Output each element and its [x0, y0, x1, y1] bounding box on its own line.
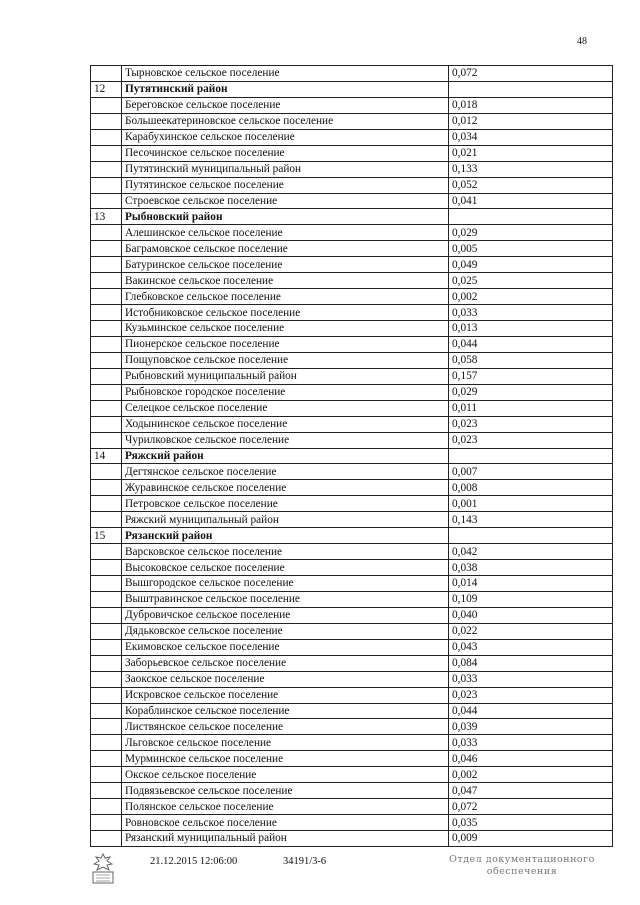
value-cell: 0,143	[449, 512, 613, 528]
table-row	[91, 352, 613, 368]
value-cell: 0,002	[449, 289, 613, 305]
row-number-cell	[91, 321, 122, 337]
table-body	[91, 66, 613, 847]
value-cell: 0,018	[449, 97, 613, 113]
value-cell: 0,052	[449, 177, 613, 193]
settlement-name-cell: Мурминское сельское поселение	[122, 751, 449, 767]
table-row	[91, 241, 613, 257]
table-row	[91, 336, 613, 352]
settlement-name-cell: Искровское сельское поселение	[122, 687, 449, 703]
row-number-cell	[91, 799, 122, 815]
settlement-name-cell: Путятинский муниципальный район	[122, 161, 449, 177]
row-number-cell	[91, 639, 122, 655]
settlement-name-cell: Подвязьевское сельское поселение	[122, 783, 449, 799]
table-row	[91, 464, 613, 480]
table-row	[91, 416, 613, 432]
value-cell: 0,109	[449, 591, 613, 607]
table-row	[91, 591, 613, 607]
settlement-name-cell: Журавинское сельское поселение	[122, 480, 449, 496]
settlement-name-cell: Дегтянское сельское поселение	[122, 464, 449, 480]
row-number-cell	[91, 831, 122, 847]
settlement-name-cell: Льговское сельское поселение	[122, 735, 449, 751]
value-cell: 0,058	[449, 352, 613, 368]
table-row	[91, 129, 613, 145]
table-row	[91, 671, 613, 687]
table-row	[91, 97, 613, 113]
value-cell: 0,029	[449, 225, 613, 241]
row-number-cell	[91, 416, 122, 432]
stamp-line-2: обеспечения	[486, 866, 558, 877]
settlement-name-cell: Рязанский муниципальный район	[122, 831, 449, 847]
row-number-cell	[91, 512, 122, 528]
row-number-cell	[91, 591, 122, 607]
value-cell: 0,005	[449, 241, 613, 257]
row-number-cell	[91, 305, 122, 321]
table-row	[91, 225, 613, 241]
table-row	[91, 799, 613, 815]
row-number-cell	[91, 655, 122, 671]
settlement-name-cell: Окское сельское поселение	[122, 767, 449, 783]
settlement-name-cell: Песочинское сельское поселение	[122, 145, 449, 161]
row-number-cell	[91, 177, 122, 193]
allocation-table	[90, 65, 613, 847]
settlement-name-cell: Кузьминское сельское поселение	[122, 321, 449, 337]
value-cell: 0,047	[449, 783, 613, 799]
row-number-cell	[91, 289, 122, 305]
row-number-cell	[91, 735, 122, 751]
settlement-name-cell: Петровское сельское поселение	[122, 496, 449, 512]
value-cell: 0,034	[449, 129, 613, 145]
row-number-cell: 15	[91, 528, 122, 544]
value-cell: 0,002	[449, 767, 613, 783]
value-cell: 0,133	[449, 161, 613, 177]
table-row	[91, 815, 613, 831]
row-number-cell	[91, 400, 122, 416]
district-header-row	[91, 81, 613, 97]
settlement-name-cell: Чурилковское сельское поселение	[122, 432, 449, 448]
district-header-row	[91, 448, 613, 464]
row-number-cell	[91, 703, 122, 719]
table-row	[91, 751, 613, 767]
settlement-name-cell: Рыбновский муниципальный район	[122, 368, 449, 384]
settlement-name-cell: Путятинское сельское поселение	[122, 177, 449, 193]
settlement-name-cell: Варсковское сельское поселение	[122, 544, 449, 560]
value-cell: 0,021	[449, 145, 613, 161]
value-cell: 0,042	[449, 544, 613, 560]
row-number-cell	[91, 432, 122, 448]
value-cell: 0,041	[449, 193, 613, 209]
row-number-cell	[91, 576, 122, 592]
row-number-cell	[91, 193, 122, 209]
table-row	[91, 687, 613, 703]
table-row	[91, 480, 613, 496]
row-number-cell	[91, 767, 122, 783]
value-cell: 0,039	[449, 719, 613, 735]
row-number-cell	[91, 560, 122, 576]
row-number-cell	[91, 544, 122, 560]
table-row	[91, 273, 613, 289]
settlement-name-cell: Дядьковское сельское поселение	[122, 623, 449, 639]
value-cell: 0,008	[449, 480, 613, 496]
table-row	[91, 400, 613, 416]
value-cell: 0,038	[449, 560, 613, 576]
row-number-cell: 14	[91, 448, 122, 464]
table-row	[91, 432, 613, 448]
settlement-name-cell: Листвянское сельское поселение	[122, 719, 449, 735]
district-header-row	[91, 209, 613, 225]
table-row	[91, 560, 613, 576]
settlement-name-cell: Ряжский муниципальный район	[122, 512, 449, 528]
settlement-name-cell: Глебковское сельское поселение	[122, 289, 449, 305]
value-cell: 0,035	[449, 815, 613, 831]
value-cell: 0,023	[449, 687, 613, 703]
settlement-name-cell: Ходынинское сельское поселение	[122, 416, 449, 432]
value-cell: 0,044	[449, 336, 613, 352]
row-number-cell	[91, 368, 122, 384]
row-number-cell	[91, 129, 122, 145]
table-row	[91, 145, 613, 161]
table-row	[91, 623, 613, 639]
footer	[0, 856, 640, 896]
value-cell	[449, 209, 613, 225]
row-number-cell	[91, 97, 122, 113]
table-row	[91, 735, 613, 751]
settlement-name-cell: Строевское сельское поселение	[122, 193, 449, 209]
row-number-cell	[91, 113, 122, 129]
row-number-cell	[91, 241, 122, 257]
row-number-cell	[91, 496, 122, 512]
row-number-cell	[91, 273, 122, 289]
page-number: 48	[577, 36, 587, 47]
value-cell: 0,033	[449, 735, 613, 751]
value-cell: 0,072	[449, 799, 613, 815]
table-row	[91, 496, 613, 512]
value-cell: 0,029	[449, 384, 613, 400]
value-cell: 0,012	[449, 113, 613, 129]
settlement-name-cell: Алешинское сельское поселение	[122, 225, 449, 241]
value-cell: 0,049	[449, 257, 613, 273]
settlement-name-cell: Ровновское сельское поселение	[122, 815, 449, 831]
table-row	[91, 305, 613, 321]
settlement-name-cell: Заборьевское сельское поселение	[122, 655, 449, 671]
settlement-name-cell: Рыбновское городское поселение	[122, 384, 449, 400]
table-row	[91, 544, 613, 560]
value-cell	[449, 528, 613, 544]
value-cell: 0,044	[449, 703, 613, 719]
row-number-cell	[91, 719, 122, 735]
settlement-name-cell: Тырновское сельское поселение	[122, 66, 449, 82]
table-row	[91, 703, 613, 719]
settlement-name-cell: Вакинское сельское поселение	[122, 273, 449, 289]
table-row	[91, 368, 613, 384]
value-cell: 0,040	[449, 607, 613, 623]
value-cell: 0,043	[449, 639, 613, 655]
table-row	[91, 161, 613, 177]
table-row	[91, 512, 613, 528]
table-row	[91, 177, 613, 193]
row-number-cell	[91, 66, 122, 82]
stamp-line-1: Отдел документационного	[449, 854, 595, 865]
table-row	[91, 831, 613, 847]
settlement-name-cell: Екимовское сельское поселение	[122, 639, 449, 655]
settlement-name-cell: Выштравинское сельское поселение	[122, 591, 449, 607]
row-number-cell: 12	[91, 81, 122, 97]
row-number-cell	[91, 464, 122, 480]
settlement-name-cell: Рыбновский район	[122, 209, 449, 225]
table-row	[91, 639, 613, 655]
value-cell: 0,023	[449, 416, 613, 432]
value-cell: 0,025	[449, 273, 613, 289]
table-row	[91, 719, 613, 735]
settlement-name-cell: Карабухинское сельское поселение	[122, 129, 449, 145]
value-cell	[449, 448, 613, 464]
settlement-name-cell: Береговское сельское поселение	[122, 97, 449, 113]
row-number-cell	[91, 480, 122, 496]
table-row	[91, 783, 613, 799]
settlement-name-cell: Рязанский район	[122, 528, 449, 544]
settlement-name-cell: Вышгородское сельское поселение	[122, 576, 449, 592]
table-row	[91, 257, 613, 273]
value-cell: 0,033	[449, 305, 613, 321]
settlement-name-cell: Ряжский район	[122, 448, 449, 464]
settlement-name-cell: Баграмовское сельское поселение	[122, 241, 449, 257]
settlement-name-cell: Пощуповское сельское поселение	[122, 352, 449, 368]
table-row	[91, 576, 613, 592]
table-row	[91, 193, 613, 209]
table-row	[91, 607, 613, 623]
row-number-cell	[91, 623, 122, 639]
footer-datetime: 21.12.2015 12:06:00	[150, 856, 238, 867]
settlement-name-cell: Истобниковское сельское поселение	[122, 305, 449, 321]
row-number-cell	[91, 751, 122, 767]
settlement-name-cell: Большеекатериновское сельское поселение	[122, 113, 449, 129]
department-stamp	[438, 854, 606, 878]
settlement-name-cell: Дубровичское сельское поселение	[122, 607, 449, 623]
value-cell: 0,007	[449, 464, 613, 480]
row-number-cell	[91, 671, 122, 687]
row-number-cell	[91, 257, 122, 273]
coat-of-arms-icon	[88, 852, 118, 886]
row-number-cell	[91, 687, 122, 703]
value-cell	[449, 81, 613, 97]
row-number-cell	[91, 145, 122, 161]
row-number-cell	[91, 225, 122, 241]
table-row	[91, 289, 613, 305]
table-row	[91, 384, 613, 400]
settlement-name-cell: Селецкое сельское поселение	[122, 400, 449, 416]
settlement-name-cell: Кораблинское сельское поселение	[122, 703, 449, 719]
value-cell: 0,023	[449, 432, 613, 448]
settlement-name-cell: Путятинский район	[122, 81, 449, 97]
row-number-cell	[91, 161, 122, 177]
settlement-name-cell: Батуринское сельское поселение	[122, 257, 449, 273]
value-cell: 0,001	[449, 496, 613, 512]
value-cell: 0,014	[449, 576, 613, 592]
value-cell: 0,046	[449, 751, 613, 767]
row-number-cell	[91, 352, 122, 368]
row-number-cell: 13	[91, 209, 122, 225]
value-cell: 0,033	[449, 671, 613, 687]
value-cell: 0,084	[449, 655, 613, 671]
district-header-row	[91, 528, 613, 544]
table-row	[91, 66, 613, 82]
value-cell: 0,157	[449, 368, 613, 384]
value-cell: 0,072	[449, 66, 613, 82]
row-number-cell	[91, 815, 122, 831]
value-cell: 0,009	[449, 831, 613, 847]
table-row	[91, 113, 613, 129]
settlement-name-cell: Пионерское сельское поселение	[122, 336, 449, 352]
value-cell: 0,013	[449, 321, 613, 337]
table-row	[91, 321, 613, 337]
footer-doc-code: 34191/3-6	[283, 856, 327, 867]
value-cell: 0,022	[449, 623, 613, 639]
row-number-cell	[91, 783, 122, 799]
settlement-name-cell: Полянское сельское поселение	[122, 799, 449, 815]
table-row	[91, 655, 613, 671]
settlement-name-cell: Заокское сельское поселение	[122, 671, 449, 687]
row-number-cell	[91, 384, 122, 400]
table-row	[91, 767, 613, 783]
row-number-cell	[91, 336, 122, 352]
settlement-name-cell: Высоковское сельское поселение	[122, 560, 449, 576]
value-cell: 0,011	[449, 400, 613, 416]
row-number-cell	[91, 607, 122, 623]
